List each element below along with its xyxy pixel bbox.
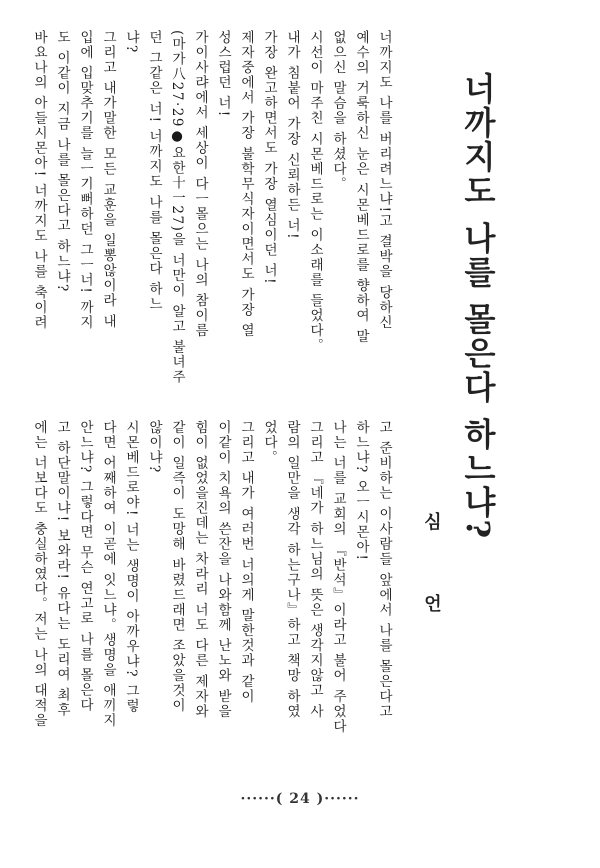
text-column: 그리고 내가말한 모든 교훈을 일뽕않이라 내	[100, 30, 116, 329]
text-column: 람의 일만을 생각 하는구나』하고 책망 하였	[284, 420, 300, 719]
author-name: 심언	[421, 512, 442, 676]
text-column: 그리고 내가 여러번 너의게 말한것과 같이	[238, 420, 254, 704]
text-column: 이같이 치욕의 쓴잔을 나와함께 난노와 받을	[215, 420, 231, 719]
text-column: 가이사랴에서 세상이 다ㅡ몰으는 나의 참이름	[192, 30, 208, 339]
text-column: 다면 어째하여 이곧에 잇느냐。생명을 애끼지	[100, 420, 116, 729]
text-column: 나는 너를 교회의 『반석』이라고 불어 주었다	[330, 420, 346, 734]
text-column: 바요나의 아들시몬아! 너까지도 나를 축이려	[31, 30, 47, 331]
text-column: 에는 너보다도 충실하였다。저는 나의 대적을	[31, 420, 47, 729]
text-column: 냐?	[123, 30, 139, 54]
text-column: 가장 완고하면서도 가장 열심이던 너!	[261, 30, 277, 286]
text-column: 예수의 거룩하신 눈은 시몬베드로를 향하여 말	[353, 30, 369, 344]
text-column: (마가八27‧29●요한十一27)을 너만이 알고 불녀주	[169, 30, 185, 385]
text-column: 도 이같이 지금 나를 몰은다고 하느냐?	[54, 30, 70, 293]
text-column: 않이냐?	[146, 420, 162, 474]
text-column: 하느냐? 오ㅡ시몬아!	[353, 420, 369, 562]
text-column: 같이 일즉이 도망해 바렸드래면 조았을것이	[169, 420, 185, 714]
text-column: 성스럽던 너!	[215, 30, 231, 118]
text-column: 그리고 『네가 하느님의 뜻은 생각지않고 사	[307, 420, 323, 719]
text-column: 던 그같은 너! 너까지도 나를 몰은다 하느	[146, 30, 162, 312]
text-column: 없으신 말슴을 하셨다。	[330, 30, 346, 192]
text-column: 입에 입맞추기를 늘ㅡ기뻐하던 그ㅡ너! 까지	[77, 30, 93, 331]
text-column: 제자중에서 가장 불학무식자이면서도 가장 열	[238, 30, 254, 339]
text-column: 힘이 없었을진데는 차라리 너도 다른 제자와	[192, 420, 208, 719]
page-number: ······( 24 )······	[240, 791, 360, 807]
text-column: 시몬베드로야! 너는 생명이 아까우냐? 그렇	[123, 420, 139, 714]
text-column: 고 준비하는 이사람들 앞에서 나를 몰은다고	[376, 420, 392, 719]
text-column: 안느냐? 그렇다면 무슨 연고로 나를 몰은다	[77, 420, 93, 713]
text-column: 었다。	[261, 420, 277, 465]
text-column: 시선이 마주친 시몬베드로는 이소래를 들었다。	[307, 30, 323, 354]
text-column: 고 하단말이냐! 보와라! 유다는 도리여 최후	[54, 420, 70, 718]
text-column: 너까지도 나를 버리려느냐!고 결박을 당하신	[376, 30, 392, 331]
article-title: 너까지도 나를 몰은다 하느냐?	[459, 72, 497, 541]
text-column: 내가 침붙어 가장 신뢰하든 너!	[284, 30, 300, 241]
